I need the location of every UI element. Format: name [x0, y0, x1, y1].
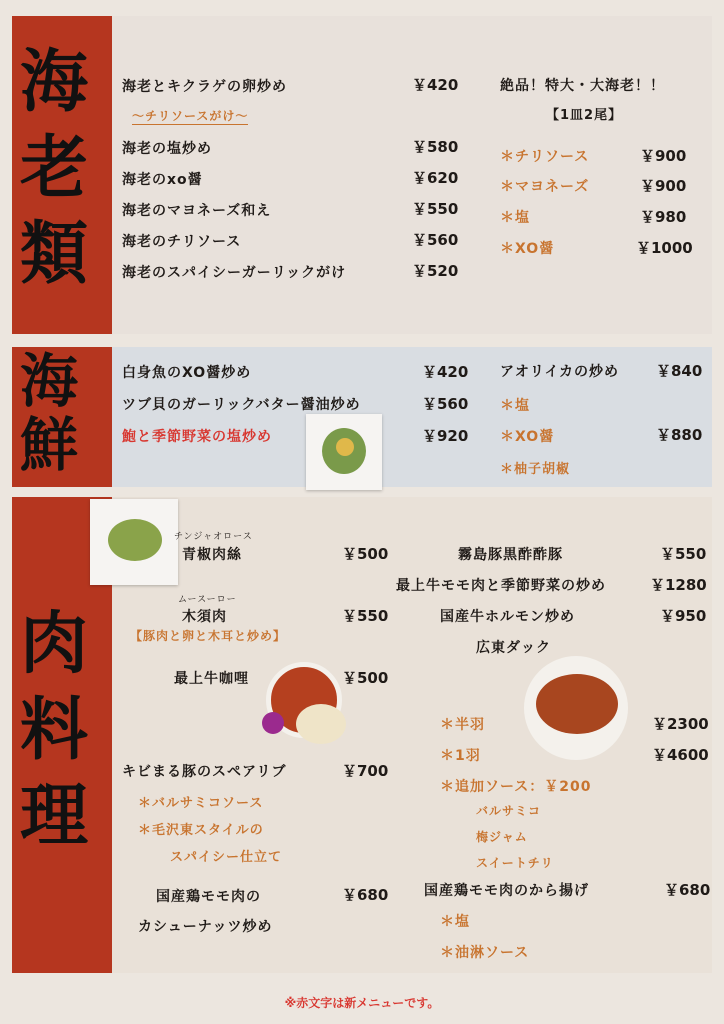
- menu-item-name: 白身魚のXO醤炒め: [122, 365, 252, 381]
- menu-item-price: ￥550: [342, 607, 389, 625]
- menu-item-name: カシューナッツ炒め: [138, 919, 273, 935]
- menu-item-price: ￥2300: [652, 715, 709, 733]
- bread-icon: [296, 704, 346, 744]
- sauce-option: バルサミコ: [476, 804, 542, 818]
- menu-item-price: ￥420: [422, 363, 469, 381]
- ribs-option: ＊バルサミコソース: [138, 796, 264, 811]
- menu-item-name: 海老のスパイシーガーリックがけ: [122, 265, 347, 281]
- menu-item-name: アオリイカの炒め: [500, 364, 620, 380]
- menu-item-name: 広東ダック: [476, 640, 551, 656]
- special-price: ￥900: [640, 177, 687, 195]
- meat-title: 肉 料 理: [20, 604, 89, 856]
- special-sub: 【1皿2尾】: [546, 108, 623, 123]
- duck-sauce: ＊追加ソース：￥200: [440, 779, 592, 795]
- menu-item-name: ツブ貝のガーリックバター醤油炒め: [122, 397, 361, 413]
- seafood-title: 海 鮮: [20, 347, 79, 479]
- menu-item-price: ￥420: [412, 76, 459, 94]
- flower-icon: [262, 712, 284, 734]
- squid-option: ＊柚子胡椒: [500, 462, 571, 477]
- sauce-option: スイートチリ: [476, 856, 554, 870]
- menu-item-price: ￥920: [422, 427, 469, 445]
- menu-item-name: 霧島豚黒酢酢豚: [458, 547, 563, 563]
- menu-item-name: 海老とキクラゲの卵炒め: [122, 79, 287, 95]
- menu-item-name: 最上牛モモ肉と季節野菜の炒め: [396, 578, 606, 594]
- menu-item-name: 国産鶏モモ肉のから揚げ: [424, 883, 589, 899]
- menu-item-ruby: チンジャオロース: [174, 532, 253, 542]
- dish-icon: [336, 438, 354, 456]
- menu-item-price: ￥700: [342, 762, 389, 780]
- squid-option: ＊XO醤: [500, 429, 555, 445]
- menu-item-price: ￥950: [660, 607, 707, 625]
- special-option: ＊マヨネーズ: [500, 179, 590, 195]
- chinjao-dish-photo: [90, 499, 178, 585]
- duck-option: ＊1羽: [440, 748, 481, 764]
- special-price: ￥900: [640, 147, 687, 165]
- menu-item-price: ￥620: [412, 169, 459, 187]
- karaage-option: ＊塩: [440, 914, 470, 930]
- menu-item-name: 木須肉: [182, 609, 227, 625]
- menu-item-name: 最上牛咖哩: [174, 671, 249, 687]
- dish-icon: [536, 674, 618, 734]
- duck-dish-photo: [524, 656, 628, 760]
- menu-item-price: ￥680: [342, 886, 389, 904]
- menu-item-price: ￥550: [412, 200, 459, 218]
- sauce-option: 梅ジャム: [476, 830, 528, 844]
- special-option: ＊チリソース: [500, 149, 590, 165]
- menu-item-price: ￥4600: [652, 746, 709, 764]
- menu-item-price: ￥500: [342, 669, 389, 687]
- menu-item-price: ￥680: [664, 881, 711, 899]
- menu-item-ruby: ムースーロー: [178, 595, 237, 605]
- menu-item-price: ￥560: [422, 395, 469, 413]
- menu-item-name: 海老のマヨネーズ和え: [122, 203, 272, 219]
- menu-item-name: キビまる豚のスペアリブ: [122, 764, 287, 780]
- menu-item-desc: 【豚肉と卵と木耳と炒め】: [130, 629, 287, 643]
- menu-item-price: ￥580: [412, 138, 459, 156]
- duck-option: ＊半羽: [440, 717, 485, 733]
- menu-item-name-new: 鮑と季節野菜の塩炒め: [122, 429, 272, 445]
- menu-item-price: ￥1280: [650, 576, 707, 594]
- special-price: ￥1000: [636, 239, 693, 257]
- abalone-dish-photo: [306, 414, 382, 490]
- special-option: ＊XO醤: [500, 241, 555, 257]
- menu-item-name: 国産鶏モモ肉の: [156, 889, 261, 905]
- menu-item-name: 海老のチリソース: [122, 234, 242, 250]
- footer-note: ※赤文字は新メニューです。: [284, 996, 440, 1010]
- menu-item-name: 海老の塩炒め: [122, 141, 212, 157]
- shrimp-section: [12, 16, 712, 334]
- dish-icon: [108, 519, 162, 561]
- ribs-option: スパイシー仕立て: [170, 850, 283, 865]
- special-option: ＊塩: [500, 210, 530, 226]
- ribs-option: ＊毛沢東スタイルの: [138, 823, 264, 838]
- menu-item-name: 青椒肉絲: [182, 547, 242, 563]
- karaage-option: ＊油淋ソース: [440, 945, 530, 961]
- menu-item-price: ￥880: [656, 426, 703, 444]
- menu-item-price: ￥560: [412, 231, 459, 249]
- menu-item-name: 国産牛ホルモン炒め: [440, 609, 575, 625]
- shrimp-title: 海 老 類: [20, 42, 89, 294]
- menu-item-price: ￥500: [342, 545, 389, 563]
- menu-item-name: 海老のxo醤: [122, 172, 203, 188]
- menu-item-note: ～チリソースがけ～: [132, 109, 249, 123]
- special-price: ￥980: [640, 208, 687, 226]
- menu-item-price: ￥550: [660, 545, 707, 563]
- special-title: 絶品！特大・大海老！！: [500, 78, 665, 94]
- squid-option: ＊塩: [500, 398, 530, 414]
- menu-item-price: ￥840: [656, 362, 703, 380]
- menu-item-price: ￥520: [412, 262, 459, 280]
